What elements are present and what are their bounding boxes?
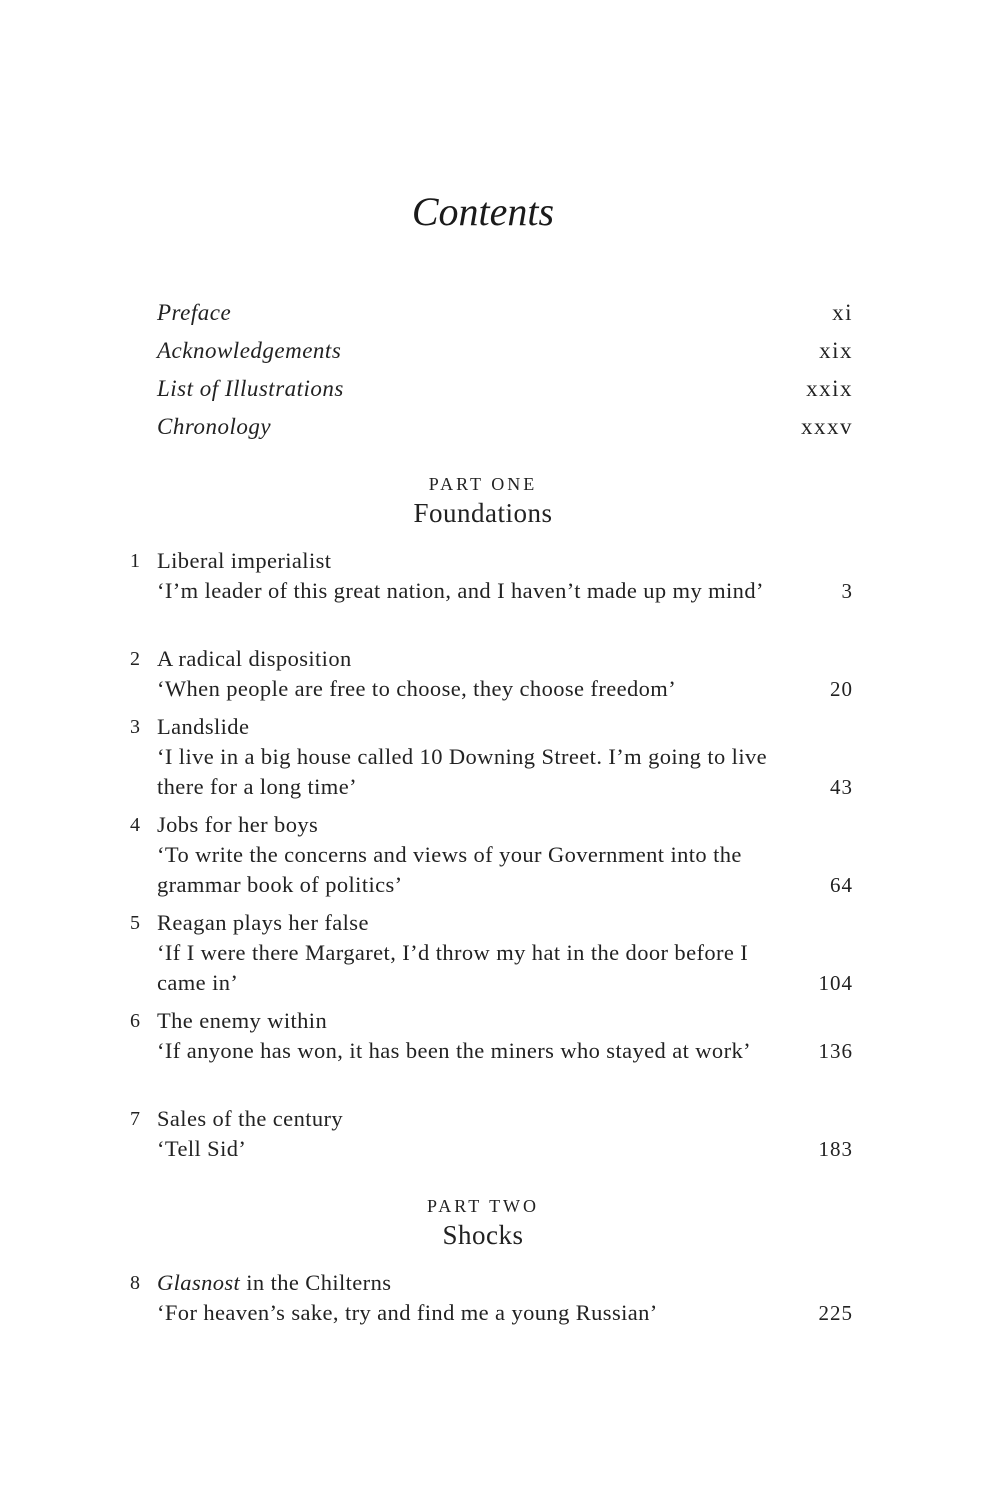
front-matter-page: xix [819, 338, 853, 363]
front-matter-item[interactable] [157, 296, 853, 334]
front-matter-item[interactable] [157, 410, 853, 448]
chapter-number: 8 [130, 1272, 140, 1294]
front-matter-label: Acknowledgements [157, 338, 342, 363]
chapter-title: Liberal imperialist [157, 548, 332, 573]
chapter-entry[interactable] [130, 546, 853, 606]
chapter-title: A radical disposition [157, 646, 352, 671]
chapter-title: The enemy within [157, 1008, 328, 1033]
part-label: PART TWO [426, 1196, 540, 1216]
chapter-page: 64 [830, 873, 853, 897]
front-matter-page: xi [832, 300, 853, 325]
chapter-number: 4 [130, 814, 140, 836]
chapter-entry[interactable] [130, 908, 853, 998]
chapter-page: 43 [830, 775, 853, 799]
chapter-page: 3 [841, 579, 853, 603]
chapter-quote: ‘When people are free to choose, they choose freedom’ [157, 676, 677, 701]
chapter-number: 5 [130, 912, 140, 934]
chapter-title-rest: in the Chilterns [240, 1270, 392, 1295]
chapter-number: 2 [130, 648, 140, 670]
chapter-quote: ‘Tell Sid’ [157, 1136, 247, 1161]
chapter-page: 225 [818, 1301, 853, 1325]
part-label: PART ONE [428, 474, 538, 494]
chapter-number: 3 [130, 716, 140, 738]
chapter-quote: ‘To write the concerns and views of your Government into the grammar book of politics’ [157, 842, 742, 897]
front-matter-label: Chronology [157, 414, 272, 439]
chapter-page: 183 [818, 1137, 853, 1161]
chapter-entry[interactable] [130, 1268, 853, 1328]
chapter-title [157, 1268, 791, 1298]
chapter-title: Sales of the century [157, 1106, 344, 1131]
chapter-number: 7 [130, 1108, 140, 1130]
chapter-quote: ‘If anyone has won, it has been the miners who stayed at work’ [157, 1038, 752, 1063]
front-matter-page: xxix [806, 376, 853, 401]
chapter-title: Landslide [157, 714, 250, 739]
chapter-number: 6 [130, 1010, 140, 1032]
chapter-page: 20 [830, 677, 853, 701]
front-matter-label: Preface [157, 300, 232, 325]
page-title: Contents [411, 189, 555, 234]
chapter-number: 1 [130, 550, 140, 572]
part-heading [0, 472, 966, 530]
chapter-quote: ‘For heaven’s sake, try and find me a young Russian’ [157, 1300, 658, 1325]
part-heading [0, 1194, 966, 1252]
chapter-quote: ‘If I were there Margaret, I’d throw my hat in the door before I came in’ [157, 940, 749, 995]
front-matter-list [157, 296, 853, 448]
chapter-quote: ‘I’m leader of this great nation, and I haven’t made up my mind’ [157, 578, 764, 603]
chapter-entry[interactable] [130, 1104, 853, 1164]
chapter-page: 104 [818, 971, 853, 995]
chapter-quote: ‘I live in a big house called 10 Downing Street. I’m going to live there for a long time’ [157, 744, 768, 799]
chapter-page: 136 [818, 1039, 853, 1063]
front-matter-page: xxxv [801, 414, 853, 439]
front-matter-item[interactable] [157, 372, 853, 410]
chapter-entry[interactable] [130, 1006, 853, 1066]
front-matter-item[interactable] [157, 334, 853, 372]
part-title: Shocks [442, 1220, 524, 1250]
chapter-entry[interactable] [130, 810, 853, 900]
part-title: Foundations [413, 498, 553, 528]
chapter-title: Reagan plays her false [157, 910, 369, 935]
front-matter-label: List of Illustrations [157, 376, 344, 401]
chapter-title-italic: Glasnost [157, 1270, 241, 1295]
chapter-entry[interactable] [130, 644, 853, 704]
chapter-entry[interactable] [130, 712, 853, 802]
chapter-title: Jobs for her boys [157, 812, 319, 837]
